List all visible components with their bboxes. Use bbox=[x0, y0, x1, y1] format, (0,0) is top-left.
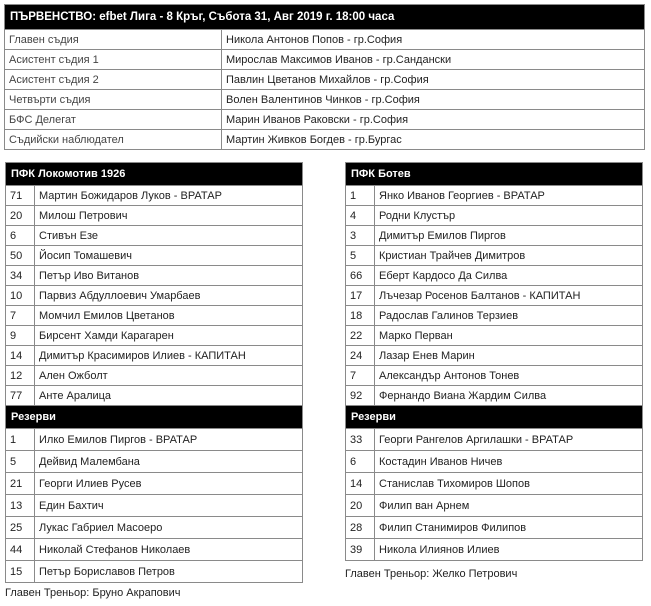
player-row bbox=[6, 517, 303, 539]
player-number: 24 bbox=[346, 346, 375, 366]
player-row bbox=[346, 386, 643, 406]
player-name: Родни Клустър bbox=[375, 206, 643, 226]
player-name: Дейвид Малембана bbox=[35, 451, 303, 473]
player-row bbox=[346, 226, 643, 246]
player-name: Янко Иванов Георгиев - ВРАТАР bbox=[375, 186, 643, 206]
player-row bbox=[6, 386, 303, 406]
official-role: Съдийски наблюдател bbox=[5, 130, 222, 150]
player-name: Станислав Тихомиров Шопов bbox=[375, 473, 643, 495]
official-name: Марин Иванов Раковски - гр.София bbox=[222, 110, 645, 130]
official-name: Мартин Живков Богдев - гр.Бургас bbox=[222, 130, 645, 150]
player-row bbox=[346, 473, 643, 495]
official-role: Главен съдия bbox=[5, 30, 222, 50]
player-row bbox=[6, 326, 303, 346]
player-number: 25 bbox=[6, 517, 35, 539]
player-row bbox=[6, 346, 303, 366]
official-name: Павлин Цветанов Михайлов - гр.София bbox=[222, 70, 645, 90]
player-row bbox=[346, 451, 643, 473]
player-row bbox=[346, 346, 643, 366]
player-number: 66 bbox=[346, 266, 375, 286]
player-name: Фернандо Виана Жардим Силва bbox=[375, 386, 643, 406]
player-row bbox=[346, 429, 643, 451]
player-number: 33 bbox=[346, 429, 375, 451]
player-name: Илко Емилов Пиргов - ВРАТАР bbox=[35, 429, 303, 451]
player-number: 44 bbox=[6, 539, 35, 561]
away-team-header bbox=[346, 163, 643, 186]
official-role: БФС Делегат bbox=[5, 110, 222, 130]
player-number: 12 bbox=[6, 366, 35, 386]
player-number: 71 bbox=[6, 186, 35, 206]
away-coach-label: Главен Треньор: bbox=[345, 568, 430, 580]
player-name: Лъчезар Росенов Балтанов - КАПИТАН bbox=[375, 286, 643, 306]
player-number: 5 bbox=[346, 246, 375, 266]
home-coach bbox=[5, 587, 180, 599]
match-title bbox=[5, 5, 645, 30]
player-name: Кристиан Трайчев Димитров bbox=[375, 246, 643, 266]
player-row bbox=[346, 286, 643, 306]
player-row bbox=[6, 451, 303, 473]
player-name: Бирсент Хамди Карагарен bbox=[35, 326, 303, 346]
player-name: Лукас Габриел Масоеро bbox=[35, 517, 303, 539]
player-name: Радослав Галинов Терзиев bbox=[375, 306, 643, 326]
away-reserves-header bbox=[346, 406, 643, 429]
player-name: Йосип Томашевич bbox=[35, 246, 303, 266]
player-number: 77 bbox=[6, 386, 35, 406]
player-name: Един Бахтич bbox=[35, 495, 303, 517]
player-number: 20 bbox=[346, 495, 375, 517]
player-row bbox=[6, 429, 303, 451]
player-row bbox=[346, 517, 643, 539]
player-name: Лазар Енев Марин bbox=[375, 346, 643, 366]
player-number: 20 bbox=[6, 206, 35, 226]
player-row bbox=[6, 286, 303, 306]
player-number: 5 bbox=[6, 451, 35, 473]
match-header-row bbox=[5, 5, 645, 30]
player-row bbox=[6, 561, 303, 583]
official-row bbox=[5, 30, 645, 50]
player-name: Мартин Божидаров Луков - ВРАТАР bbox=[35, 186, 303, 206]
player-name: Ален Ожболт bbox=[35, 366, 303, 386]
player-number: 21 bbox=[6, 473, 35, 495]
player-row bbox=[346, 206, 643, 226]
player-name: Еберт Кардосо Да Силва bbox=[375, 266, 643, 286]
player-number: 4 bbox=[346, 206, 375, 226]
player-number: 34 bbox=[6, 266, 35, 286]
player-name: Димитър Красимиров Илиев - КАПИТАН bbox=[35, 346, 303, 366]
match-title-prefix: ПЪРВЕНСТВО: bbox=[10, 11, 97, 23]
player-number: 50 bbox=[6, 246, 35, 266]
player-row bbox=[346, 366, 643, 386]
player-number: 7 bbox=[6, 306, 35, 326]
away-coach-name: Желко Петрович bbox=[432, 568, 518, 580]
away-team-table bbox=[345, 162, 643, 561]
official-row bbox=[5, 130, 645, 150]
player-row bbox=[346, 266, 643, 286]
home-coach-name: Бруно Акрапович bbox=[92, 587, 181, 599]
player-number: 6 bbox=[346, 451, 375, 473]
player-name: Димитър Емилов Пиргов bbox=[375, 226, 643, 246]
away-team-name: ПФК Ботев bbox=[346, 163, 643, 186]
player-number: 1 bbox=[6, 429, 35, 451]
player-name: Филип Станимиров Филипов bbox=[375, 517, 643, 539]
player-name: Анте Аралица bbox=[35, 386, 303, 406]
player-row bbox=[6, 246, 303, 266]
player-number: 17 bbox=[346, 286, 375, 306]
match-title-rest: efbet Лига - 8 Кръг, Събота 31, Авг 2019 г. 18:00 часа bbox=[96, 11, 395, 23]
player-number: 7 bbox=[346, 366, 375, 386]
player-number: 13 bbox=[6, 495, 35, 517]
away-coach bbox=[345, 568, 517, 580]
home-team-name: ПФК Локомотив 1926 bbox=[6, 163, 303, 186]
player-name: Николай Стефанов Николаев bbox=[35, 539, 303, 561]
home-team-table bbox=[5, 162, 303, 583]
player-name: Петър Бориславов Петров bbox=[35, 561, 303, 583]
player-row bbox=[6, 366, 303, 386]
player-row bbox=[346, 326, 643, 346]
player-row bbox=[346, 306, 643, 326]
player-row bbox=[346, 246, 643, 266]
player-number: 28 bbox=[346, 517, 375, 539]
player-row bbox=[6, 473, 303, 495]
home-reserves-header bbox=[6, 406, 303, 429]
player-row bbox=[6, 206, 303, 226]
player-name: Петър Иво Витанов bbox=[35, 266, 303, 286]
player-number: 22 bbox=[346, 326, 375, 346]
player-name: Парвиз Абдуллоевич Умарбаев bbox=[35, 286, 303, 306]
player-name: Момчил Емилов Цветанов bbox=[35, 306, 303, 326]
player-row bbox=[6, 186, 303, 206]
player-row bbox=[346, 495, 643, 517]
reserves-label: Резерви bbox=[6, 406, 303, 429]
player-number: 3 bbox=[346, 226, 375, 246]
official-row bbox=[5, 50, 645, 70]
player-number: 6 bbox=[6, 226, 35, 246]
official-name: Никола Антонов Попов - гр.София bbox=[222, 30, 645, 50]
player-number: 1 bbox=[346, 186, 375, 206]
player-row bbox=[346, 539, 643, 561]
player-name: Никола Илиянов Илиев bbox=[375, 539, 643, 561]
player-row bbox=[6, 539, 303, 561]
official-row bbox=[5, 110, 645, 130]
player-row bbox=[6, 306, 303, 326]
player-name: Марко Перван bbox=[375, 326, 643, 346]
player-name: Милош Петрович bbox=[35, 206, 303, 226]
official-name: Мирослав Максимов Иванов - гр.Сандански bbox=[222, 50, 645, 70]
official-role: Четвърти съдия bbox=[5, 90, 222, 110]
player-number: 14 bbox=[6, 346, 35, 366]
reserves-label: Резерви bbox=[346, 406, 643, 429]
player-row bbox=[6, 495, 303, 517]
official-role: Асистент съдия 1 bbox=[5, 50, 222, 70]
player-name: Георги Илиев Русев bbox=[35, 473, 303, 495]
player-number: 39 bbox=[346, 539, 375, 561]
player-name: Георги Рангелов Аргилашки - ВРАТАР bbox=[375, 429, 643, 451]
official-role: Асистент съдия 2 bbox=[5, 70, 222, 90]
player-number: 9 bbox=[6, 326, 35, 346]
official-row bbox=[5, 70, 645, 90]
home-coach-label: Главен Треньор: bbox=[5, 587, 90, 599]
officials-table bbox=[4, 4, 645, 150]
player-name: Филип ван Арнем bbox=[375, 495, 643, 517]
official-row bbox=[5, 90, 645, 110]
player-row bbox=[6, 266, 303, 286]
player-row bbox=[346, 186, 643, 206]
player-number: 15 bbox=[6, 561, 35, 583]
player-name: Александър Антонов Тонев bbox=[375, 366, 643, 386]
player-number: 18 bbox=[346, 306, 375, 326]
player-row bbox=[6, 226, 303, 246]
player-number: 92 bbox=[346, 386, 375, 406]
player-name: Стивън Езе bbox=[35, 226, 303, 246]
player-number: 10 bbox=[6, 286, 35, 306]
player-name: Костадин Иванов Ничев bbox=[375, 451, 643, 473]
player-number: 14 bbox=[346, 473, 375, 495]
home-team-header bbox=[6, 163, 303, 186]
official-name: Волен Валентинов Чинков - гр.София bbox=[222, 90, 645, 110]
